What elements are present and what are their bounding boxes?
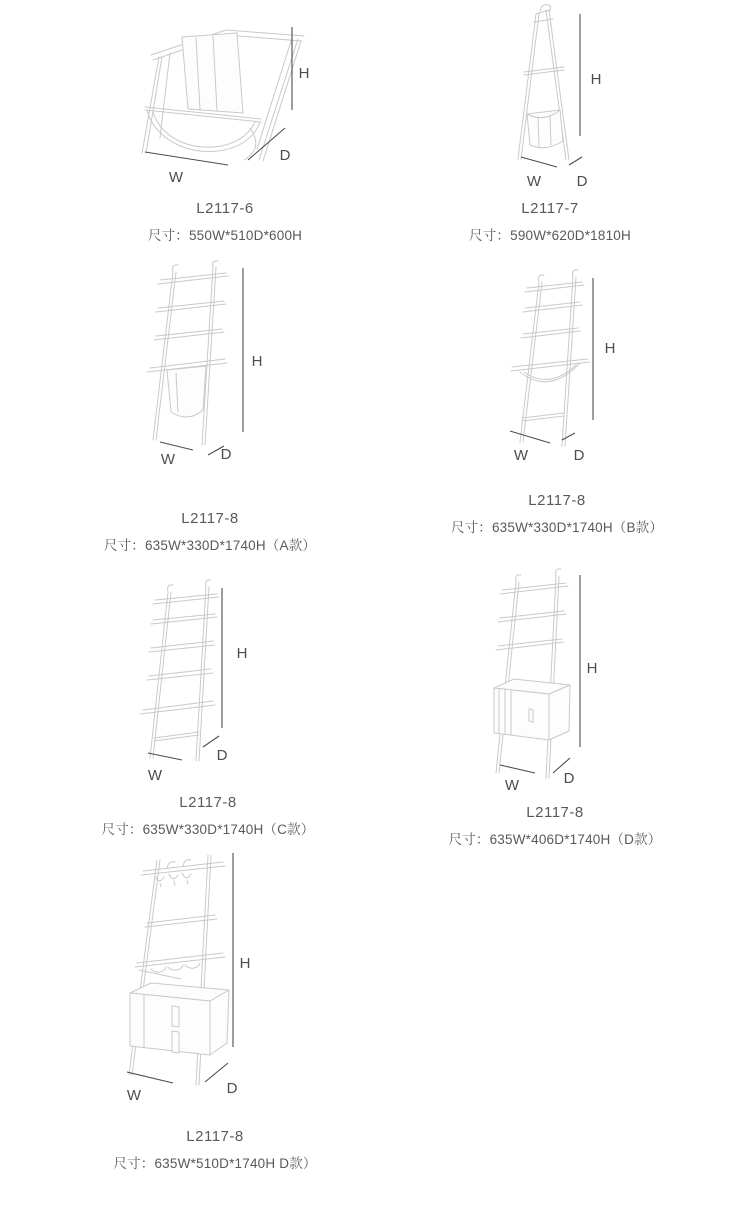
product-size: 尺寸：635W*330D*1740H（B款） <box>450 520 664 535</box>
dim-label-d: D <box>576 173 588 190</box>
dim-label-w: W <box>526 173 542 190</box>
ladder-cabinet-d-sketch <box>485 566 615 801</box>
dim-label-d: D <box>573 447 585 464</box>
product-code: L2117-8 <box>526 804 584 821</box>
dimension-lines <box>500 575 580 773</box>
dim-label-h: H <box>604 340 616 357</box>
dim-label-d: D <box>216 747 228 764</box>
product-code: L2117-6 <box>196 200 254 217</box>
dim-label-w: W <box>126 1087 142 1104</box>
magazine-rack-sketch <box>138 10 318 205</box>
coat-rack-sketch <box>505 2 615 197</box>
dim-label-h: H <box>590 71 602 88</box>
product-code: L2117-8 <box>528 492 586 509</box>
dim-label-h: H <box>298 65 310 82</box>
product-size: 尺寸：635W*406D*1740H（D款） <box>448 832 662 847</box>
product-size: 尺寸：590W*620D*1810H <box>469 228 631 243</box>
dim-label-h: H <box>586 660 598 677</box>
product-code: L2117-7 <box>521 200 579 217</box>
product-size: 尺寸：550W*510D*600H <box>147 228 303 243</box>
product-size: 尺寸：635W*330D*1740H（A款） <box>103 538 317 553</box>
product-code: L2117-8 <box>179 794 237 811</box>
ladder-shelf-c-sketch <box>140 578 250 790</box>
dim-label-w: W <box>504 777 520 794</box>
product-size: 尺寸：635W*330D*1740H（C款） <box>101 822 315 837</box>
dim-label-h: H <box>239 955 251 972</box>
product-code: L2117-8 <box>181 510 239 527</box>
ladder-desk-b-sketch <box>510 268 625 468</box>
dim-label-d: D <box>563 770 575 787</box>
ladder-bar-unit-sketch <box>115 843 260 1105</box>
dim-label-h: H <box>251 353 263 370</box>
dim-label-d: D <box>220 446 232 463</box>
product-size: 尺寸：635W*510D*1740H D款） <box>113 1156 317 1171</box>
product-code: L2117-8 <box>186 1128 244 1145</box>
dim-label-w: W <box>160 451 176 468</box>
dim-label-w: W <box>168 169 184 186</box>
dim-label-d: D <box>226 1080 238 1097</box>
dim-label-w: W <box>147 767 163 784</box>
dim-label-h: H <box>236 645 248 662</box>
ladder-shelf-a-sketch <box>145 260 265 470</box>
dim-label-d: D <box>279 147 291 164</box>
dim-label-w: W <box>513 447 529 464</box>
